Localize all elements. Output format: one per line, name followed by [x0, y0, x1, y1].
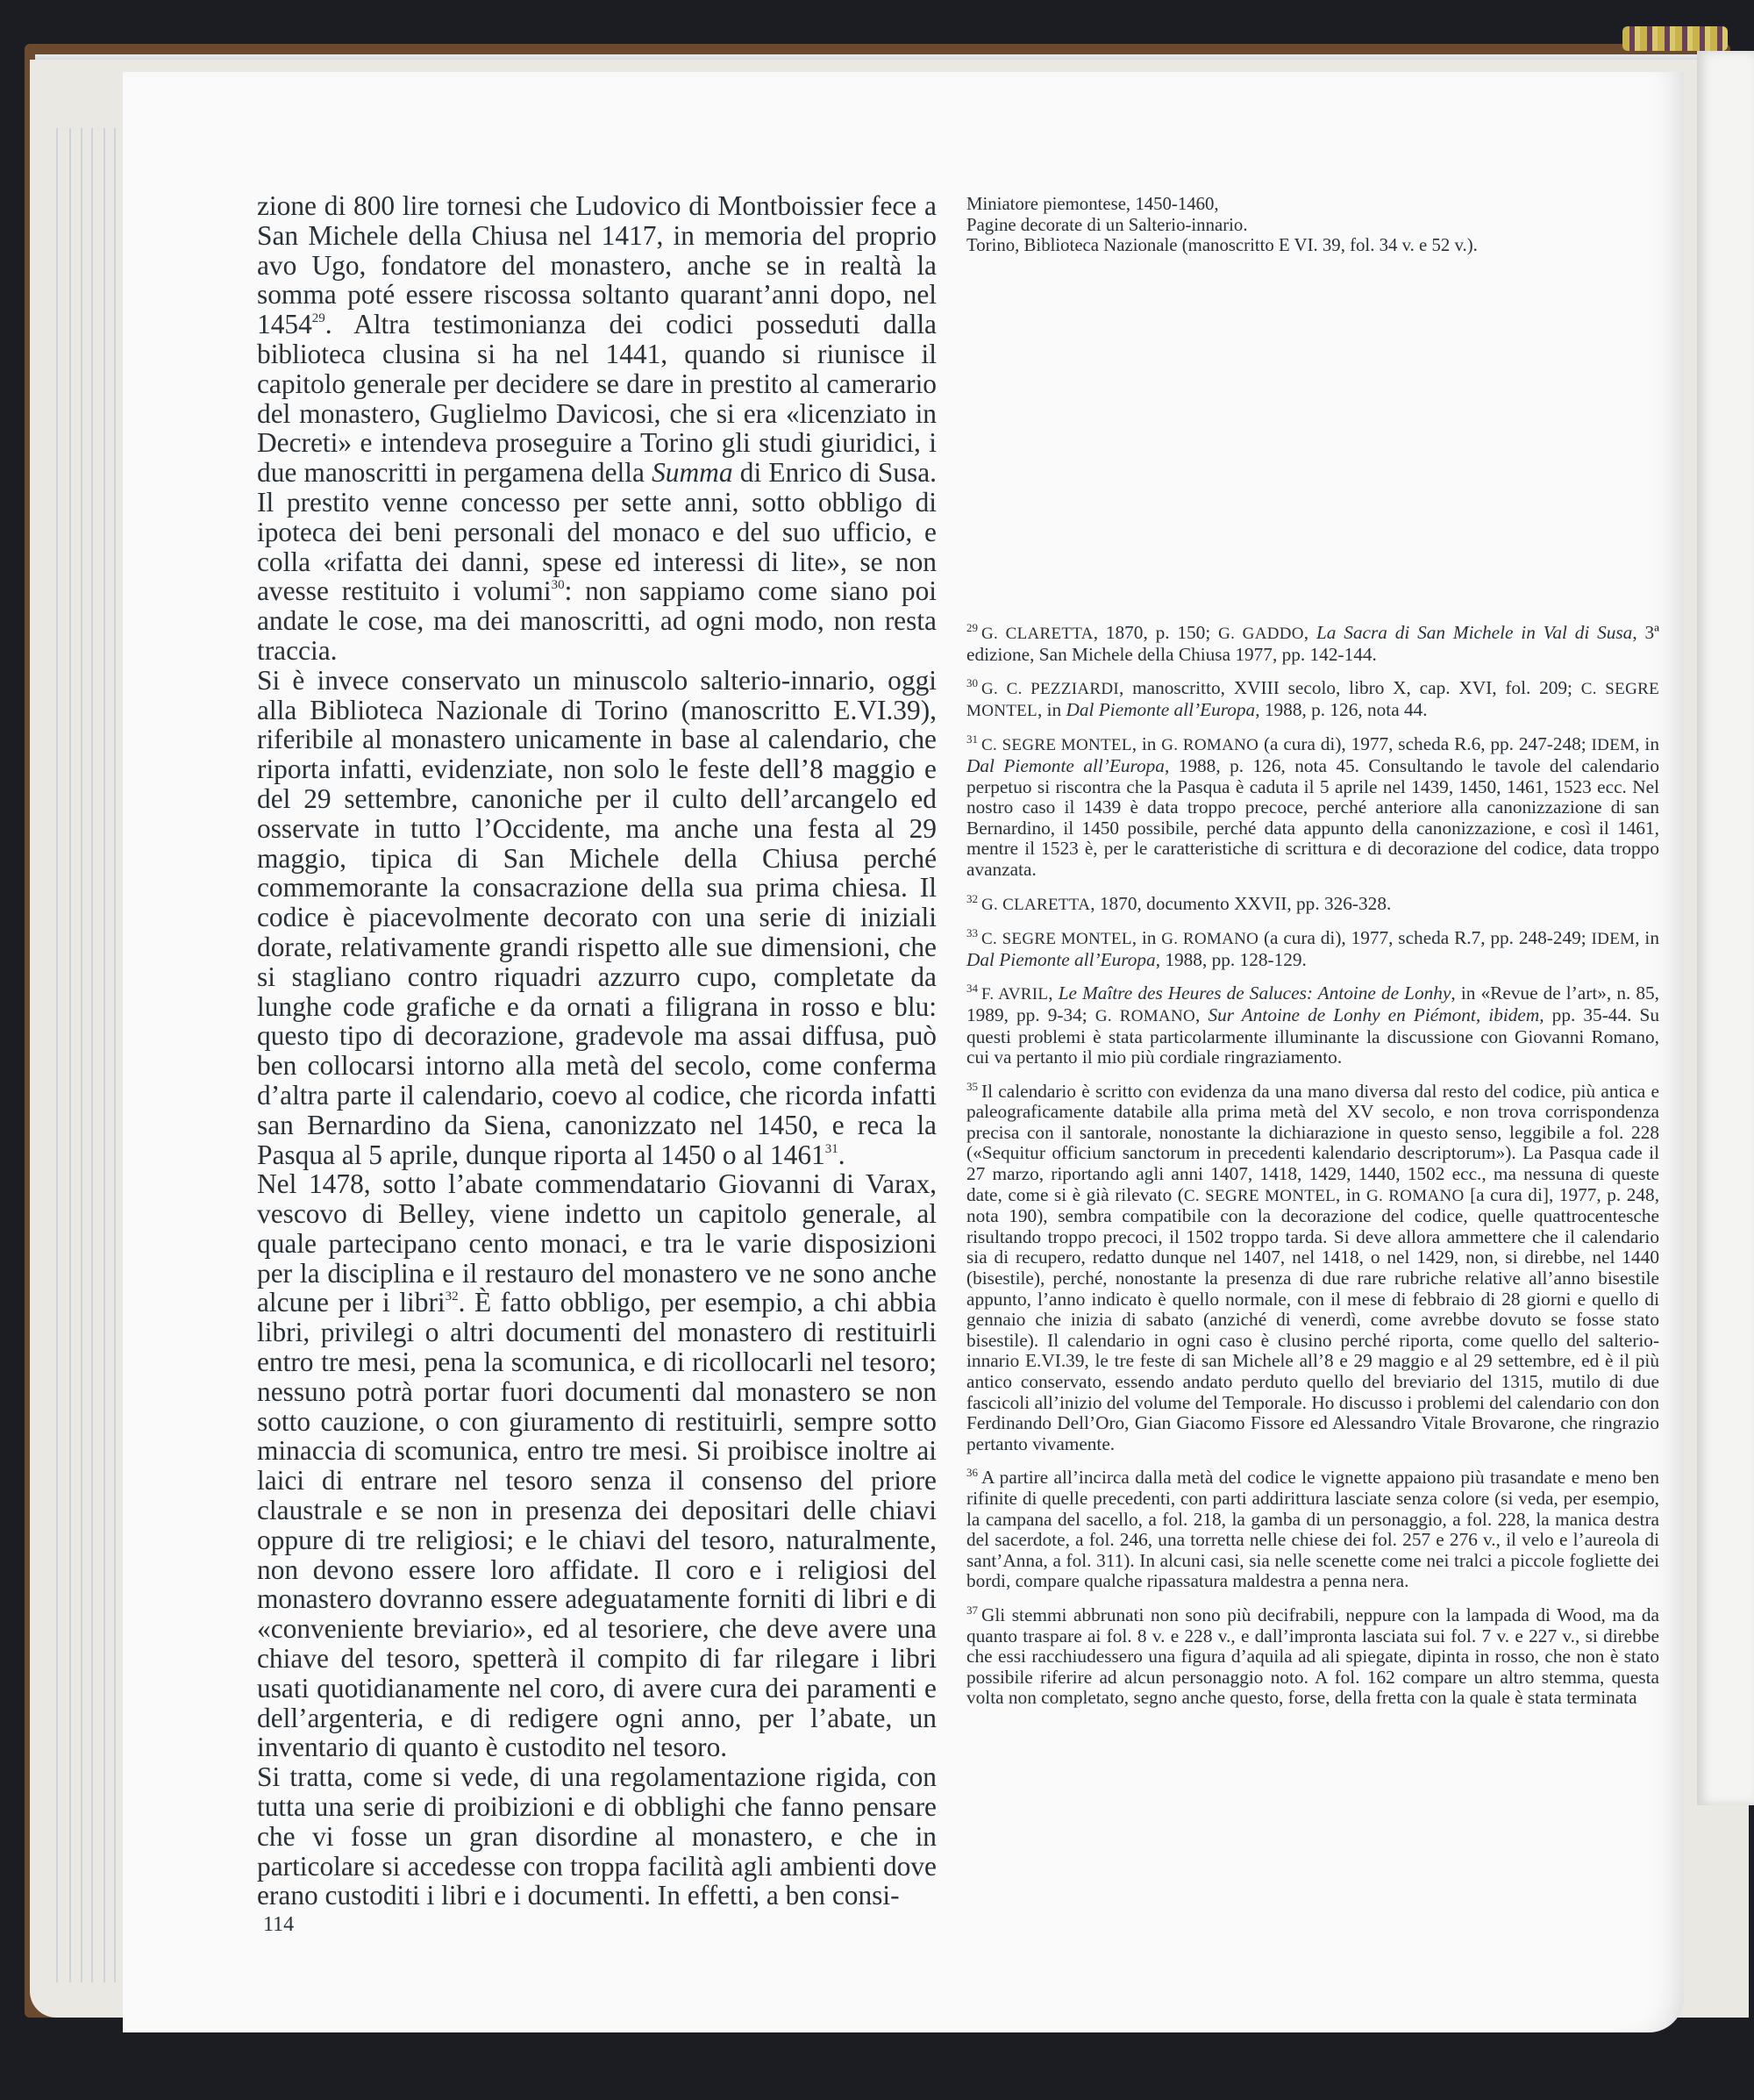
facing-page-edge [1697, 51, 1754, 1805]
paragraph: Si tratta, come si vede, di una regolamentazione rigida, con tutta una serie di proibizioni e di obblighi che fanno pensare che vi fosse un gran disordine al monastero, e che in particolare si accedesse con troppa facilità agli ambienti dove erano custoditi i libri e i documenti. In effetti, a ben consi- [257, 1761, 937, 1911]
figure-caption [966, 194, 1668, 256]
footnote-29: $^{29}$ G. CLARETTA, 1870, p. 150; G. GADDO, La Sacra di San Michele in Val di Susa, 3ª edizione, San Michele della Chiusa 1977, pp. 142-144. [966, 621, 1659, 665]
page-edge-line [114, 128, 116, 1982]
paragraph: Si è invece conservato un minuscolo salterio-innario, oggi alla Biblioteca Nazionale di Torino (manoscritto E.VI.39), riferibile al monastero unicamente in base al calendario, che riporta infatti, evidenziate, non solo le feste dell’8 maggio e del 29 settembre, canoniche per il culto dell’arcangelo ed osservate in tutto l’Occidente, ma anche una festa al 29 maggio, tipica di San Michele della Chiusa perché commemorante la consacrazione della sua prima chiesa. Il codice è piacevolmente decorato con una serie di iniziali dorate, relativamente grandi rispetto alle sue dimensioni, che si stagliano contro riquadri azzurro cupo, completate da lunghe code grafiche e da ornati a filigrana in rosso e blu: questo tipo di decorazione, gradevole ma assai diffusa, può ben collocarsi intorno alla metà del secolo, come conferma d’altra parte il calendario, coevo al codice, che ricorda infatti san Bernardino da Siena, canonizzato nel 1450, e reca la Pasqua al 5 aprile, dunque riporta al 1450 o al 1461$^{31}$. [257, 664, 937, 1170]
footnote-36: $^{36}$ A partire all’incirca dalla metà del codice le vignette appaiono più trasandate e meno ben rifinite di quelle precedenti, con parti addirittura lasciate senza colore (si veda, per esempio, la campana del sacello, a fol. 218, la gamba di un personaggio, a fol. 228, la manica destra del sacerdote, a fol. 246, una torretta nelle chiese dei fol. 257 e 276 v., il velo e l’aureola di sant’Anna, a fol. 311). In alcuni casi, sia nelle scenette come nei tralci a piccole fogliette dei bordi, compare qualche ripassatura maldestra a penna nera. [966, 1466, 1659, 1592]
page-edge-line [91, 128, 93, 1982]
main-text-column [257, 191, 937, 1911]
footnote-34: $^{34}$ F. AVRIL, Le Maître des Heures de Saluces: Antoine de Lonhy, in «Revue de l’art», n. 85, 1989, pp. 9-34; G. ROMANO, Sur Antoine de Lonhy en Piémont, ibidem, pp. 35-44. Su questi problemi è stata particolarmente illuminante la discussione con Giovanni Romano, cui va pertanto il mio più cordiale ringraziamento. [966, 982, 1660, 1068]
footnote-31: $^{31}$ C. SEGRE MONTEL, in G. ROMANO (a cura di), 1977, scheda R.6, pp. 247-248; IDEM, in Dal Piemonte all’Europa, 1988, p. 126, nota 45. Consultando le tavole del calendario perpetuo si riscontra che la Pasqua è caduta il 5 aprile nel 1439, 1450, 1461, 1523 ecc. Nel nostro caso il 1439 è data troppo precoce, perché anteriore alla canonizzazione di san Bernardino, il 1450 possibile, perché data appunto della canonizzazione, e così il 1461, mentre il 1523 è, per le caratteristiche di scrittura e di decorazione del codice, data troppo avanzata. [966, 732, 1660, 880]
footnote-33: $^{33}$ C. SEGRE MONTEL, in G. ROMANO (a cura di), 1977, scheda R.7, pp. 248-249; IDEM, in Dal Piemonte all’Europa, 1988, pp. 128-129. [966, 926, 1660, 970]
page-number: 114 [263, 1913, 295, 1936]
footnote-ref[interactable]: 32 [445, 1289, 459, 1304]
footnote-35: $^{35}$ Il calendario è scritto con evidenza da una mano diversa dal resto del codice, più antica e paleograficamente databile alla prima metà del XV secolo, e non trova corrispondenza precisa con il santorale, nonostante la dichiarazione in questo senso, leggibile a fol. 228 («Sequitur officium sanctorum in precedenti kalendario descriptorum»). La Pasqua cade il 27 marzo, riportando agli anni 1407, 1418, 1429, 1440, 1502 ecc., ma nessuna di queste date, come si è già rilevato (C. SEGRE MONTEL, in G. ROMANO [a cura di], 1977, p. 248, nota 190), sembra compatibile con la decorazione del codice, quelle quattrocentesche risultando troppo precoci, il 1502 troppo tarda. Si deve allora ammettere che il calendario sia di recupero, redatto dunque nel 1407, nel 1418, o nel 1429, non, si direbbe, nel 1440 (bisestile), perché, nonostante la presenza di due rare rubriche relative all’anno bisestile appunto, l’anno indicato è quello normale, con il mese di febbraio di 28 giorni e quello di gennaio che inizia di sabato (anziché di venerdì, come avrebbe dovuto se fosse stato bisestile). Il calendario in ogni caso è clusino perché riporta, come quello del salterio-innario E.VI.39, le tre feste di san Michele all’8 e 29 maggio e al 29 settembre, ed è il più antico conservato, essendo andato perduto quello del breviario del 1315, mutilo di due fascicoli all’inizio del volume del Temporale. Ho discusso i problemi del calendario con don Ferdinando Dell’Oro, Gian Giacomo Fissore ed Alessandro Vitale Brovarone, che ringrazio pertanto vivamente. [966, 1079, 1660, 1454]
footnote-ref[interactable]: 29 [311, 311, 325, 326]
page-edge-line [69, 128, 71, 1982]
footnote-30: $^{30}$ G. C. PEZZIARDI, manoscritto, XVIII secolo, libro X, cap. XVI, fol. 209; C. SEGRE MONTEL, in Dal Piemonte all’Europa, 1988, p. 126, nota 44. [966, 676, 1659, 720]
caption-title: Pagine decorate di un Salterio-innario. [966, 214, 1248, 235]
caption-location: Torino, Biblioteca Nazionale (manoscritto E VI. 39, fol. 34 v. e 52 v.). [966, 235, 1478, 255]
page-edge-line [81, 128, 82, 1982]
footnote-32: $^{32}$ G. CLARETTA, 1870, documento XXVII, pp. 326-328. [966, 891, 1392, 914]
page-edge-line [56, 128, 58, 1982]
paragraph: zione di 800 lire tornesi che Ludovico di Montboissier fece a San Michele della Chiusa nel 1417, in memoria del proprio avo Ugo, fondatore del monastero, anche se in realtà la somma poté essere riscossa soltanto quarant’anni dopo, nel 1454$^{29}$. Altra testimonianza dei codici posseduti dalla biblioteca clusina si ha nel 1441, quando si riunisce il capitolo generale per decidere se dare in prestito al camerario del monastero, Guglielmo Davicosi, che si era «licenziato in Decreti» e intendeva proseguire a Torino gli studi giuridici, i due manoscritti in pergamena della Summa di Enrico di Susa. Il prestito venne concesso per sette anni, sotto obbligo di ipoteca dei beni personali del monaco e del suo ufficio, e colla «rifatta dei danni, spese ed interessi di lite», se non avesse restituito i volumi$^{30}$: non sappiamo come siano poi andate le cose, ma dei manoscritti, ad ogni modo, non resta traccia. [257, 190, 938, 666]
book-headband [1622, 26, 1728, 51]
footnote-37: $^{37}$ Gli stemmi abbrunati non sono più decifrabili, neppure con la lampada di Wood, ma da quanto traspare ai fol. 8 v. e 228 v., e dall’impronta lasciata sui fol. 7 v. e 227 v., si direbbe che essi racchiudessero una figura d’aquila ad ali spiegate, dipinta in rosso, che non è stato possibile riferire ad alcun personaggio noto. A fol. 162 compare un altro stemma, questa volta non completato, segno anche questo, forse, della fretta con la quale è stata terminata [966, 1603, 1659, 1709]
page-edge-line [103, 128, 105, 1982]
footnotes [966, 623, 1659, 1722]
caption-artist: Miniatore piemontese, 1450-1460, [966, 194, 1219, 214]
footnote-ref[interactable]: 31 [824, 1141, 838, 1156]
paragraph: Nel 1478, sotto l’abate commendatario Giovanni di Varax, vescovo di Belley, viene indetto un capitolo generale, al quale partecipano cento monaci, e tra le varie disposizioni per la disciplina e il restauro del monastero ve ne sono anche alcune per i libri$^{32}$. È fatto obbligo, per esempio, a chi abbia libri, privilegi o altri documenti del monastero di restituirli entro tre mesi, pena la scomunica, e di ricollocarli nel tesoro; nessuno potrà portar fuori documenti dal monastero se non sotto cauzione, o con giuramento di restituirli, sempre sotto minaccia di scomunica, entro tre mesi. Si proibisce inoltre ai laici di entrare nel tesoro senza il consenso del priore claustrale e se non in presenza dei depositari delle chiavi oppure di tre religiosi; e le chiavi del tesoro, naturalmente, non devono essere loro affidate. Il coro e i religiosi del monastero dovranno essere adeguatamente forniti di libri e di «conveniente breviario», ed al tesoriere, che deve avere una chiave del tesoro, spetterà il compito di far rilegare i libri usati quotidianamente nel coro, di avere cura dei paramenti e dell’argenteria, e di redigere ogni anno, per l’abate, un inventario di quanto è custodito nel tesoro. [257, 1168, 937, 1763]
footnote-ref[interactable]: 30 [551, 578, 565, 593]
